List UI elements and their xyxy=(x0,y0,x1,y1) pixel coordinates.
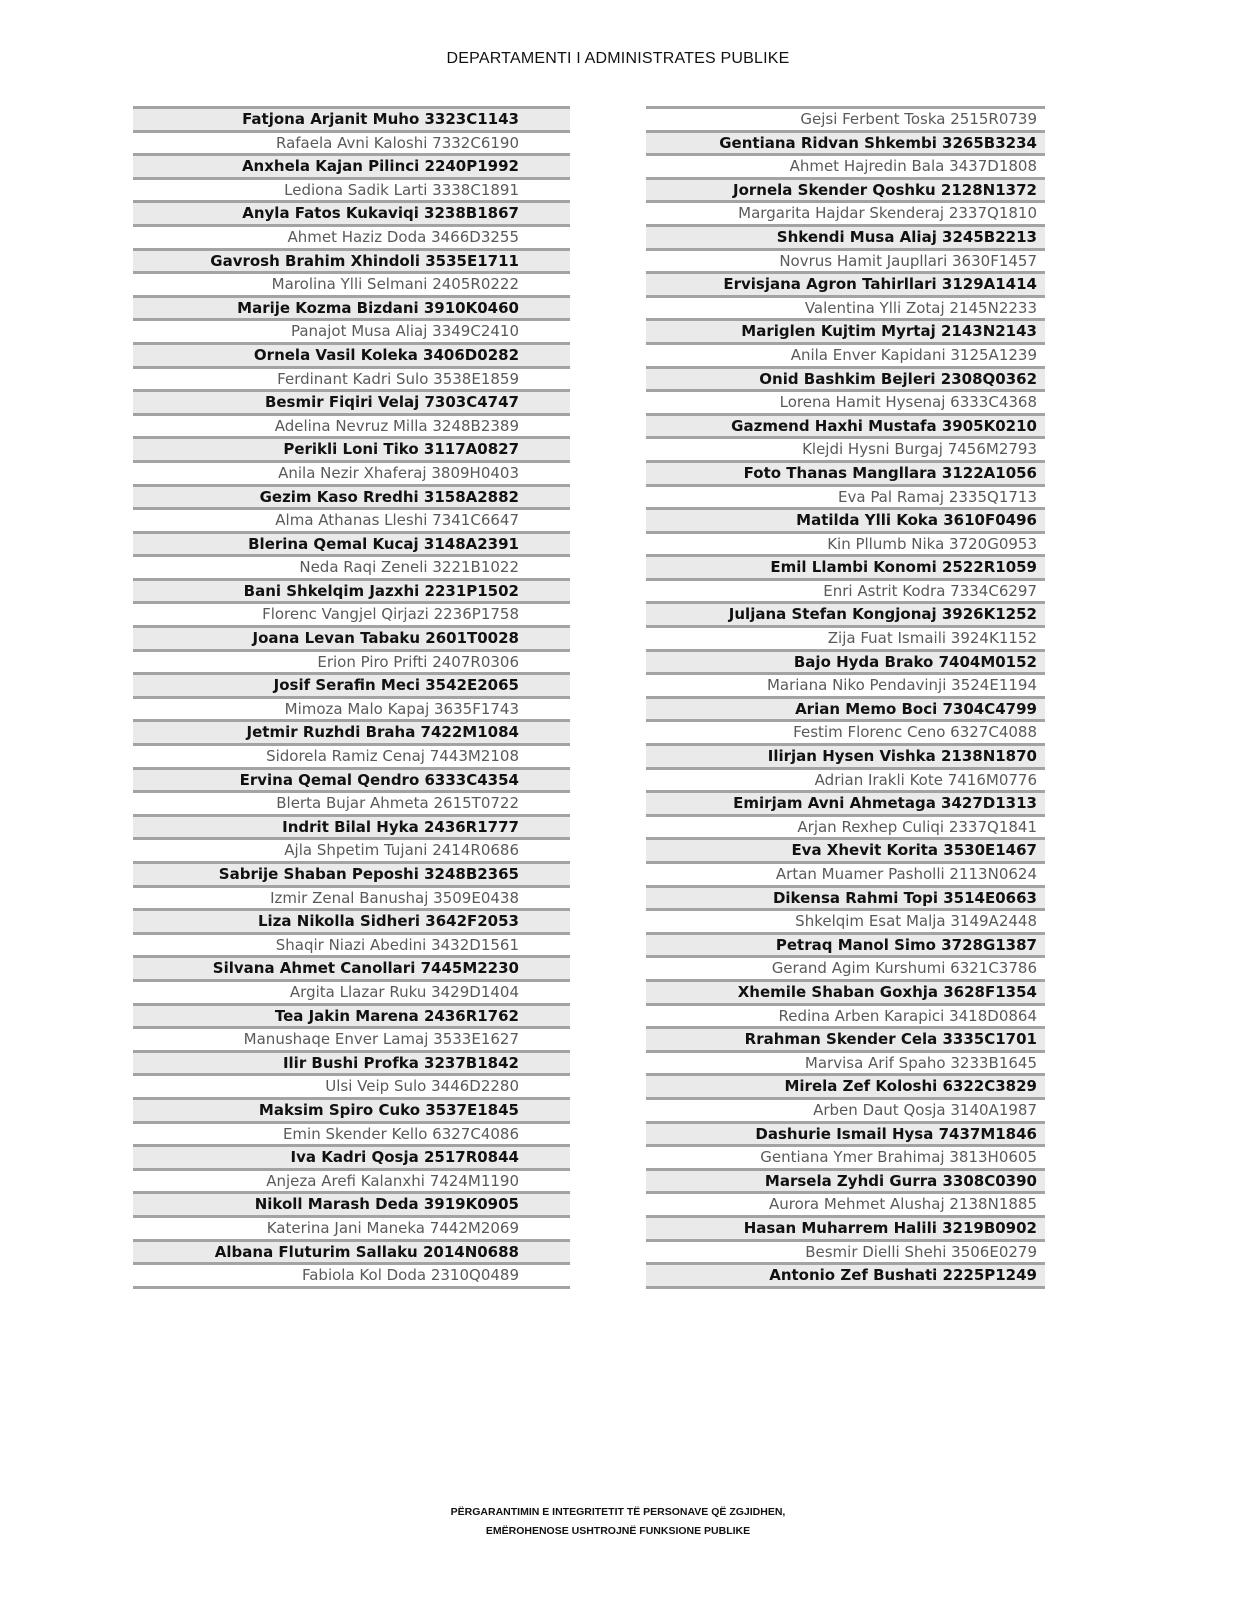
list-item: Emin Skender Kello 6327C4086 xyxy=(133,1124,570,1148)
list-item: Besmir Fiqiri Velaj 7303C4747 xyxy=(133,392,570,416)
list-item: Shkelqim Esat Malja 3149A2448 xyxy=(646,911,1045,935)
list-item: Mariglen Kujtim Myrtaj 2143N2143 xyxy=(646,321,1045,345)
list-item: Besmir Dielli Shehi 3506E0279 xyxy=(646,1242,1045,1266)
list-item: Gavrosh Brahim Xhindoli 3535E1711 xyxy=(133,251,570,275)
list-item: Gejsi Ferbent Toska 2515R0739 xyxy=(646,109,1045,133)
list-item: Anyla Fatos Kukaviqi 3238B1867 xyxy=(133,203,570,227)
footer-line-2: EMËROHENOSE USHTROJNË FUNKSIONE PUBLIKE xyxy=(485,1525,751,1537)
list-item: Blerina Qemal Kucaj 3148A2391 xyxy=(133,534,570,558)
list-item: Aurora Mehmet Alushaj 2138N1885 xyxy=(646,1194,1045,1218)
list-item: Valentina Ylli Zotaj 2145N2233 xyxy=(646,298,1045,322)
list-item: Jornela Skender Qoshku 2128N1372 xyxy=(646,180,1045,204)
list-item: Mariana Niko Pendavinji 3524E1194 xyxy=(646,675,1045,699)
list-item: Iva Kadri Qosja 2517R0844 xyxy=(133,1147,570,1171)
right-name-list xyxy=(646,106,1045,1289)
list-item: Rafaela Avni Kaloshi 7332C6190 xyxy=(133,133,570,157)
list-item: Shkendi Musa Aliaj 3245B2213 xyxy=(646,227,1045,251)
list-item: Ornela Vasil Koleka 3406D0282 xyxy=(133,345,570,369)
list-item: Josif Serafin Meci 3542E2065 xyxy=(133,675,570,699)
list-item: Arben Daut Qosja 3140A1987 xyxy=(646,1100,1045,1124)
list-item: Jetmir Ruzhdi Braha 7422M1084 xyxy=(133,722,570,746)
list-item: Maksim Spiro Cuko 3537E1845 xyxy=(133,1100,570,1124)
list-item: Neda Raqi Zeneli 3221B1022 xyxy=(133,557,570,581)
list-item: Perikli Loni Tiko 3117A0827 xyxy=(133,439,570,463)
list-item: Ajla Shpetim Tujani 2414R0686 xyxy=(133,840,570,864)
list-item: Artan Muamer Pasholli 2113N0624 xyxy=(646,864,1045,888)
list-item: Anila Nezir Xhaferaj 3809H0403 xyxy=(133,463,570,487)
list-item: Anjeza Arefi Kalanxhi 7424M1190 xyxy=(133,1171,570,1195)
list-item: Sabrije Shaban Peposhi 3248B2365 xyxy=(133,864,570,888)
list-item: Kin Pllumb Nika 3720G0953 xyxy=(646,534,1045,558)
list-item: Zija Fuat Ismaili 3924K1152 xyxy=(646,628,1045,652)
list-item: Lediona Sadik Larti 3338C1891 xyxy=(133,180,570,204)
list-item: Lorena Hamit Hysenaj 6333C4368 xyxy=(646,392,1045,416)
list-item: Margarita Hajdar Skenderaj 2337Q1810 xyxy=(646,203,1045,227)
list-item: Juljana Stefan Kongjonaj 3926K1252 xyxy=(646,604,1045,628)
list-item: Hasan Muharrem Halili 3219B0902 xyxy=(646,1218,1045,1242)
list-item: Gazmend Haxhi Mustafa 3905K0210 xyxy=(646,416,1045,440)
list-item: Ilirjan Hysen Vishka 2138N1870 xyxy=(646,746,1045,770)
list-item: Adelina Nevruz Milla 3248B2389 xyxy=(133,416,570,440)
list-item: Anxhela Kajan Pilinci 2240P1992 xyxy=(133,156,570,180)
left-name-list xyxy=(133,106,570,1289)
list-item: Arian Memo Boci 7304C4799 xyxy=(646,699,1045,723)
list-item: Gezim Kaso Rredhi 3158A2882 xyxy=(133,487,570,511)
list-item: Novrus Hamit Jaupllari 3630F1457 xyxy=(646,251,1045,275)
list-item: Manushaqe Enver Lamaj 3533E1627 xyxy=(133,1029,570,1053)
list-item: Sidorela Ramiz Cenaj 7443M2108 xyxy=(133,746,570,770)
list-item: Marsela Zyhdi Gurra 3308C0390 xyxy=(646,1171,1045,1195)
list-item: Gerand Agim Kurshumi 6321C3786 xyxy=(646,958,1045,982)
list-item: Festim Florenc Ceno 6327C4088 xyxy=(646,722,1045,746)
list-item: Nikoll Marash Deda 3919K0905 xyxy=(133,1194,570,1218)
list-item: Katerina Jani Maneka 7442M2069 xyxy=(133,1218,570,1242)
list-item: Argita Llazar Ruku 3429D1404 xyxy=(133,982,570,1006)
list-item: Izmir Zenal Banushaj 3509E0438 xyxy=(133,888,570,912)
list-item: Eva Xhevit Korita 3530E1467 xyxy=(646,840,1045,864)
list-item: Marolina Ylli Selmani 2405R0222 xyxy=(133,274,570,298)
list-item: Matilda Ylli Koka 3610F0496 xyxy=(646,510,1045,534)
list-item: Alma Athanas Lleshi 7341C6647 xyxy=(133,510,570,534)
list-item: Petraq Manol Simo 3728G1387 xyxy=(646,935,1045,959)
list-item: Onid Bashkim Bejleri 2308Q0362 xyxy=(646,369,1045,393)
list-item: Panajot Musa Aliaj 3349C2410 xyxy=(133,321,570,345)
list-item: Adrian Irakli Kote 7416M0776 xyxy=(646,770,1045,794)
list-item: Marije Kozma Bizdani 3910K0460 xyxy=(133,298,570,322)
list-item: Enri Astrit Kodra 7334C6297 xyxy=(646,581,1045,605)
list-item: Emil Llambi Konomi 2522R1059 xyxy=(646,557,1045,581)
list-item: Silvana Ahmet Canollari 7445M2230 xyxy=(133,958,570,982)
list-item: Gentiana Ridvan Shkembi 3265B3234 xyxy=(646,133,1045,157)
list-item: Rrahman Skender Cela 3335C1701 xyxy=(646,1029,1045,1053)
list-item: Ervisjana Agron Tahirllari 3129A1414 xyxy=(646,274,1045,298)
list-item: Fatjona Arjanit Muho 3323C1143 xyxy=(133,109,570,133)
list-item: Gentiana Ymer Brahimaj 3813H0605 xyxy=(646,1147,1045,1171)
list-item: Blerta Bujar Ahmeta 2615T0722 xyxy=(133,793,570,817)
list-item: Ervina Qemal Qendro 6333C4354 xyxy=(133,770,570,794)
list-item: Tea Jakin Marena 2436R1762 xyxy=(133,1006,570,1030)
list-item: Antonio Zef Bushati 2225P1249 xyxy=(646,1265,1045,1289)
list-item: Eva Pal Ramaj 2335Q1713 xyxy=(646,487,1045,511)
list-item: Anila Enver Kapidani 3125A1239 xyxy=(646,345,1045,369)
list-item: Indrit Bilal Hyka 2436R1777 xyxy=(133,817,570,841)
list-item: Florenc Vangjel Qirjazi 2236P1758 xyxy=(133,604,570,628)
footer xyxy=(0,1503,1236,1541)
list-item: Ulsi Veip Sulo 3446D2280 xyxy=(133,1076,570,1100)
list-item: Klejdi Hysni Burgaj 7456M2793 xyxy=(646,439,1045,463)
footer-line-1: PËRGARANTIMIN E INTEGRITETIT TË PERSONAVE QË ZGJIDHEN, xyxy=(450,1506,786,1518)
list-item: Shaqir Niazi Abedini 3432D1561 xyxy=(133,935,570,959)
list-item: Dashurie Ismail Hysa 7437M1846 xyxy=(646,1124,1045,1148)
list-item: Erion Piro Prifti 2407R0306 xyxy=(133,652,570,676)
page-title: DEPARTAMENTI I ADMINISTRATES PUBLIKE xyxy=(446,50,790,67)
list-item: Ahmet Haziz Doda 3466D3255 xyxy=(133,227,570,251)
list-item: Mirela Zef Koloshi 6322C3829 xyxy=(646,1076,1045,1100)
list-item: Redina Arben Karapici 3418D0864 xyxy=(646,1006,1045,1030)
list-item: Xhemile Shaban Goxhja 3628F1354 xyxy=(646,982,1045,1006)
list-item: Arjan Rexhep Culiqi 2337Q1841 xyxy=(646,817,1045,841)
list-item: Joana Levan Tabaku 2601T0028 xyxy=(133,628,570,652)
list-item: Fabiola Kol Doda 2310Q0489 xyxy=(133,1265,570,1289)
list-item: Emirjam Avni Ahmetaga 3427D1313 xyxy=(646,793,1045,817)
list-item: Liza Nikolla Sidheri 3642F2053 xyxy=(133,911,570,935)
list-item: Marvisa Arif Spaho 3233B1645 xyxy=(646,1053,1045,1077)
list-item: Mimoza Malo Kapaj 3635F1743 xyxy=(133,699,570,723)
list-item: Albana Fluturim Sallaku 2014N0688 xyxy=(133,1242,570,1266)
list-item: Bani Shkelqim Jazxhi 2231P1502 xyxy=(133,581,570,605)
list-item: Ahmet Hajredin Bala 3437D1808 xyxy=(646,156,1045,180)
list-item: Foto Thanas Mangllara 3122A1056 xyxy=(646,463,1045,487)
list-item: Dikensa Rahmi Topi 3514E0663 xyxy=(646,888,1045,912)
list-item: Ferdinant Kadri Sulo 3538E1859 xyxy=(133,369,570,393)
list-item: Bajo Hyda Brako 7404M0152 xyxy=(646,652,1045,676)
list-item: Ilir Bushi Profka 3237B1842 xyxy=(133,1053,570,1077)
